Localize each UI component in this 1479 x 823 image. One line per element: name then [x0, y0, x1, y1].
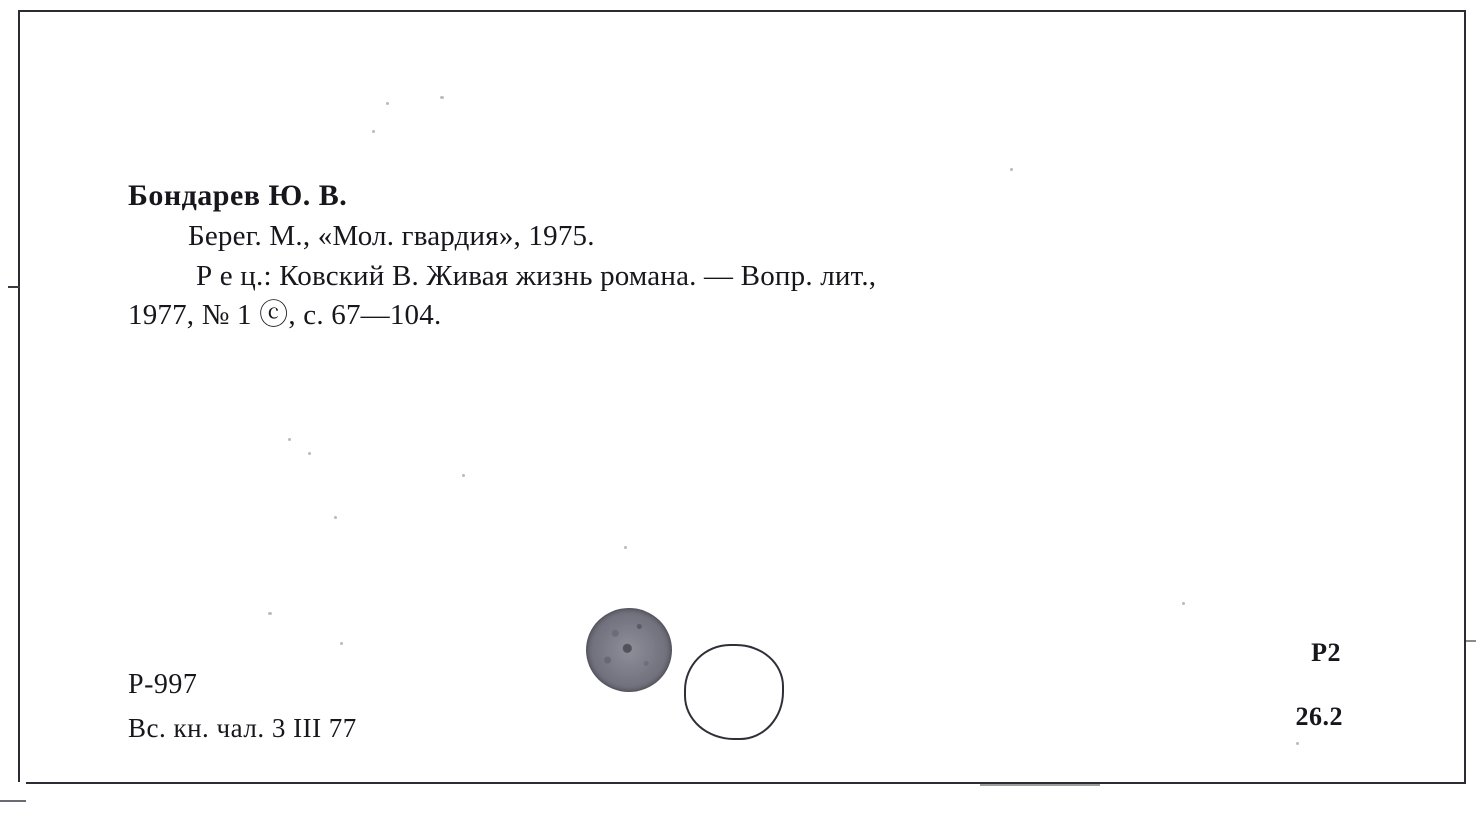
scan-speckle: [1182, 602, 1185, 605]
edge-mark: [1466, 640, 1476, 642]
scan-speckle: [462, 474, 465, 477]
scan-speckle: [334, 516, 337, 519]
card-border-left: [18, 10, 20, 782]
review-note-line: Р е ц.: Ковский В. Живая жизнь романа. — Вопр. лит.,: [196, 259, 877, 292]
scan-speckle: [372, 130, 375, 133]
bibliographic-record: [128, 178, 1368, 336]
shelf-code: Р-997: [128, 669, 198, 700]
classification-code: Р2: [1311, 638, 1341, 667]
card-border-top: [18, 10, 1466, 12]
acquisition-note: Вс. кн. чал. 3 III 77: [128, 712, 357, 743]
scan-speckle: [288, 438, 291, 441]
edge-mark: [980, 784, 1100, 786]
footer-left-block: [128, 666, 357, 746]
scan-speckle: [1296, 742, 1299, 745]
outline-ring-stamp-icon: [684, 644, 784, 740]
card-border-bottom: [26, 782, 1466, 784]
scan-speckle: [386, 102, 389, 105]
author-heading: Бондарев Ю. В.: [128, 179, 348, 212]
review-note-continuation: 1977, № 1 ⓒ, с. 67—104.: [128, 299, 442, 332]
price-or-index-number: 26.2: [1295, 702, 1343, 731]
scan-speckle: [624, 546, 627, 549]
edge-mark: [0, 800, 26, 802]
card-border-right: [1464, 10, 1466, 784]
scan-speckle: [340, 642, 343, 645]
scan-speckle: [1010, 168, 1013, 171]
scan-speckle: [440, 96, 444, 99]
scan-speckle: [308, 452, 311, 455]
ink-blot-stamp-icon: [586, 608, 672, 692]
title-imprint-line: Берег. М., «Мол. гвардия», 1975.: [188, 220, 595, 253]
edge-mark: [8, 286, 20, 288]
scan-speckle: [268, 612, 272, 615]
